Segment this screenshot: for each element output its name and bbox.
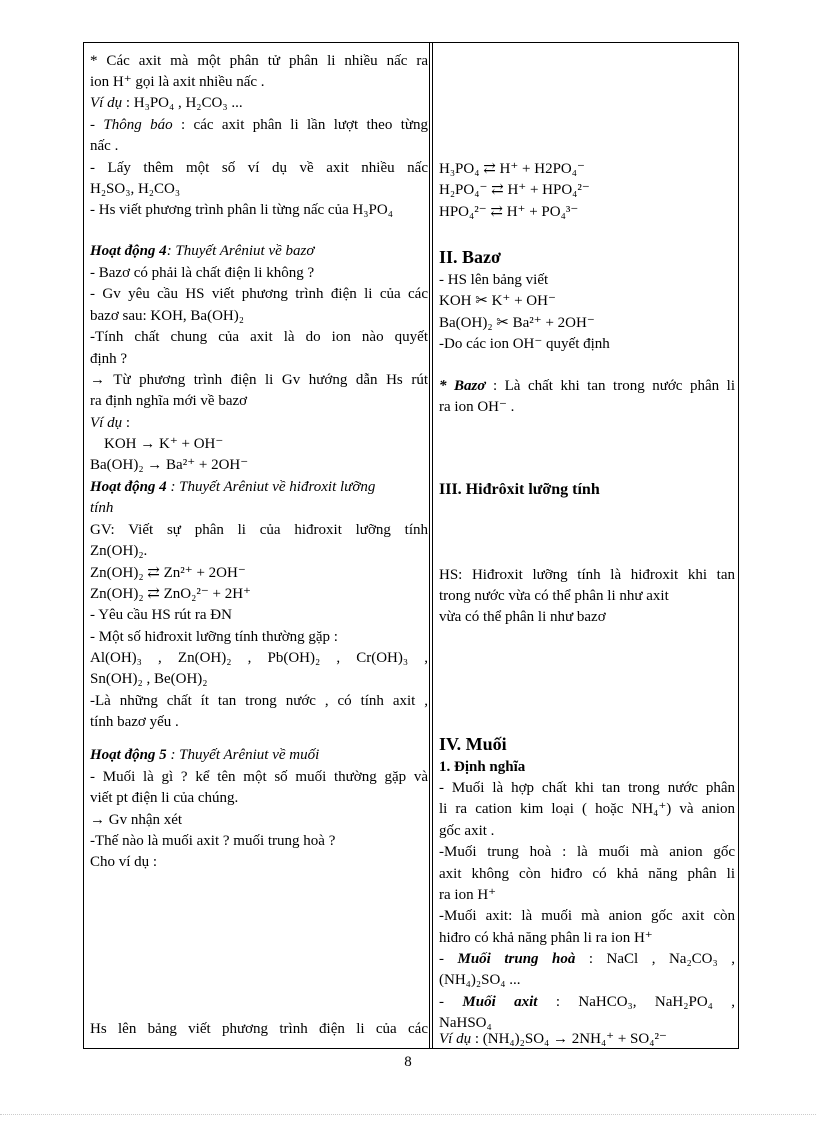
equation: KOH → K⁺ + OH⁻ bbox=[104, 436, 224, 452]
term-muoi-axit: Muối axit bbox=[462, 994, 538, 1010]
equation: H₂PO₄⁻ ⇄ H⁺ + HPO₄²⁻ bbox=[439, 182, 590, 198]
text-line: H₂SO₃, H₂CO₃ bbox=[90, 181, 181, 197]
section-heading: II. Bazơ bbox=[439, 247, 501, 267]
column-divider bbox=[429, 43, 433, 1048]
term-muoi-trung-hoa: Muối trung hoà bbox=[457, 951, 576, 967]
text-line: nấc . bbox=[90, 138, 119, 154]
text-line: -Muối axit: là muối mà anion gốc axit còn bbox=[439, 908, 735, 924]
activity-number: Hoạt động 4 bbox=[90, 479, 167, 495]
text-line: - Bazơ có phải là chất điện li không ? bbox=[90, 265, 315, 281]
section-heading: IV. Muối bbox=[439, 734, 507, 754]
label-vi-du: Ví dụ bbox=[439, 1031, 472, 1047]
label-vi-du: Ví dụ bbox=[90, 415, 123, 431]
lesson-table bbox=[83, 42, 739, 1049]
subsection-heading: 1. Định nghĩa bbox=[439, 759, 526, 775]
definition-line bbox=[439, 376, 735, 396]
text-line: (NH₄)₂SO₄ ... bbox=[439, 972, 521, 988]
text-line: hiđro có khả năng phân li ra ion H⁺ bbox=[439, 930, 653, 946]
definition-term: * Bazơ bbox=[439, 378, 486, 394]
equation: Ba(OH)₂ ✂ Ba²⁺ + 2OH⁻ bbox=[439, 315, 595, 331]
text-line bbox=[439, 949, 735, 969]
text-line: - Muối là gì ? kể tên một số muối thường gặp và bbox=[90, 769, 428, 785]
activity-title: : Thuyết Arêniut về bazơ bbox=[166, 243, 315, 259]
text-line bbox=[90, 93, 428, 113]
text-line bbox=[90, 413, 428, 433]
text-line: → Từ phương trình điện li Gv hướng dẫn Hs rút bbox=[90, 372, 428, 388]
text-line: -Do các ion OH⁻ quyết định bbox=[439, 336, 610, 352]
text-span: : (NH₄)₂SO₄ → 2NH₄⁺ + SO₄²⁻ bbox=[471, 1031, 667, 1047]
text-line: ra ion H⁺ bbox=[439, 887, 497, 903]
section-heading: III. Hiđrôxit lưỡng tính bbox=[439, 481, 600, 498]
activity-number: Hoạt động 5 bbox=[90, 747, 167, 763]
text-span: : H₃PO₄ , H₂CO₃ ... bbox=[122, 95, 243, 111]
text-span: : NaCl , Na₂CO₃ , bbox=[575, 951, 735, 967]
text-line: -Là những chất ít tan trong nước , có tính axit , bbox=[90, 693, 428, 709]
text-line: - Một số hiđroxit lưỡng tính thường gặp : bbox=[90, 629, 338, 645]
equation: HPO₄²⁻ ⇄ H⁺ + PO₄³⁻ bbox=[439, 204, 579, 220]
text-span: : bbox=[122, 415, 131, 431]
text-line: axit không còn hiđro có khả năng phân li bbox=[439, 866, 735, 882]
text-line: * Các axit mà một phân tử phân li nhiều nấc ra bbox=[90, 53, 428, 69]
equation bbox=[439, 1029, 735, 1049]
text-line: Sn(OH)₂ , Be(OH)₂ bbox=[90, 671, 208, 687]
text-line: ion H⁺ gọi là axit nhiều nấc . bbox=[90, 74, 265, 90]
text-line: - Hs viết phương trình phân li từng nấc của H₃PO₄ bbox=[90, 202, 393, 218]
text-line: ra định nghĩa mới về bazơ bbox=[90, 393, 248, 409]
text-line: viết pt điện li của chúng. bbox=[90, 790, 239, 806]
text-span: - bbox=[90, 117, 104, 133]
text-line: định ? bbox=[90, 351, 128, 367]
text-line: vừa có thể phân li như bazơ bbox=[439, 609, 606, 625]
text-line bbox=[439, 992, 735, 1012]
text-line: Cho ví dụ : bbox=[90, 854, 158, 870]
text-line: - Gv yêu cầu HS viết phương trình điện li của các bbox=[90, 286, 428, 302]
text-line: → Gv nhận xét bbox=[90, 812, 183, 828]
text-line: -Thế nào là muối axit ? muối trung hoà ? bbox=[90, 833, 336, 849]
activity-heading bbox=[90, 477, 428, 497]
text-line: tính bazơ yếu . bbox=[90, 714, 179, 730]
text-line: gốc axit . bbox=[439, 823, 495, 839]
label-thong-bao: Thông báo bbox=[103, 117, 173, 133]
text-line: Zn(OH)₂. bbox=[90, 543, 148, 559]
text-span: - bbox=[439, 951, 458, 967]
text-line: trong nước vừa có thể phân li như axit bbox=[439, 588, 669, 604]
text-line: - Yêu cầu HS rút ra ĐN bbox=[90, 607, 232, 623]
equation: Zn(OH)₂ ⇄ ZnO₂²⁻ + 2H⁺ bbox=[90, 586, 251, 602]
equation: Zn(OH)₂ ⇄ Zn²⁺ + 2OH⁻ bbox=[90, 565, 246, 581]
text-line: - Lấy thêm một số ví dụ về axit nhiều nấc bbox=[90, 160, 428, 176]
text-line: - Muối là hợp chất khi tan trong nước phân bbox=[439, 780, 735, 796]
page-number: 8 bbox=[404, 1054, 412, 1070]
text-line: - HS lên bảng viết bbox=[439, 272, 549, 288]
activity-heading bbox=[90, 241, 428, 261]
label-vi-du: Ví dụ bbox=[90, 95, 123, 111]
text-line: -Muối trung hoà : là muối mà anion gốc bbox=[439, 844, 735, 860]
equation: KOH ✂ K⁺ + OH⁻ bbox=[439, 293, 556, 309]
text-line: HS: Hiđroxit lưỡng tính là hiđroxit khi tan bbox=[439, 567, 735, 583]
activity-title: : Thuyết Arêniut về muối bbox=[166, 747, 320, 763]
text-line: ra ion OH⁻ . bbox=[439, 399, 515, 415]
text-span: : Là chất khi tan trong nước phân li bbox=[485, 378, 735, 394]
text-line: bazơ sau: KOH, Ba(OH)₂ bbox=[90, 308, 244, 324]
equation: Ba(OH)₂ → Ba²⁺ + 2OH⁻ bbox=[90, 457, 249, 473]
text-line: Hs lên bảng viết phương trình điện li của các bbox=[90, 1021, 428, 1037]
text-line: GV: Viết sự phân li của hiđroxit lưỡng tính bbox=[90, 522, 428, 538]
activity-title: : Thuyết Arêniut về hiđroxit lưỡng bbox=[166, 479, 376, 495]
text-span: - bbox=[439, 994, 463, 1010]
text-span: : NaHCO₃, NaH₂PO₄ , bbox=[537, 994, 736, 1010]
equation: H₃PO₄ ⇄ H⁺ + H2PO₄⁻ bbox=[439, 161, 585, 177]
text-line: Al(OH)₃ , Zn(OH)₂ , Pb(OH)₂ , Cr(OH)₃ , bbox=[90, 650, 428, 666]
text-line bbox=[90, 115, 428, 135]
text-line: li ra cation kim loại ( hoặc NH₄⁺) và anion bbox=[439, 801, 735, 817]
activity-number: Hoạt động 4 bbox=[90, 243, 167, 259]
activity-title-cont: tính bbox=[90, 500, 114, 516]
page-bottom-rule bbox=[0, 1114, 816, 1115]
text-line: -Tính chất chung của axit là do ion nào quyết bbox=[90, 329, 428, 345]
text-span: : các axit phân li lần lượt theo từng bbox=[172, 117, 428, 133]
text-line: NaHSO₄ bbox=[439, 1015, 492, 1031]
activity-heading bbox=[90, 745, 428, 765]
